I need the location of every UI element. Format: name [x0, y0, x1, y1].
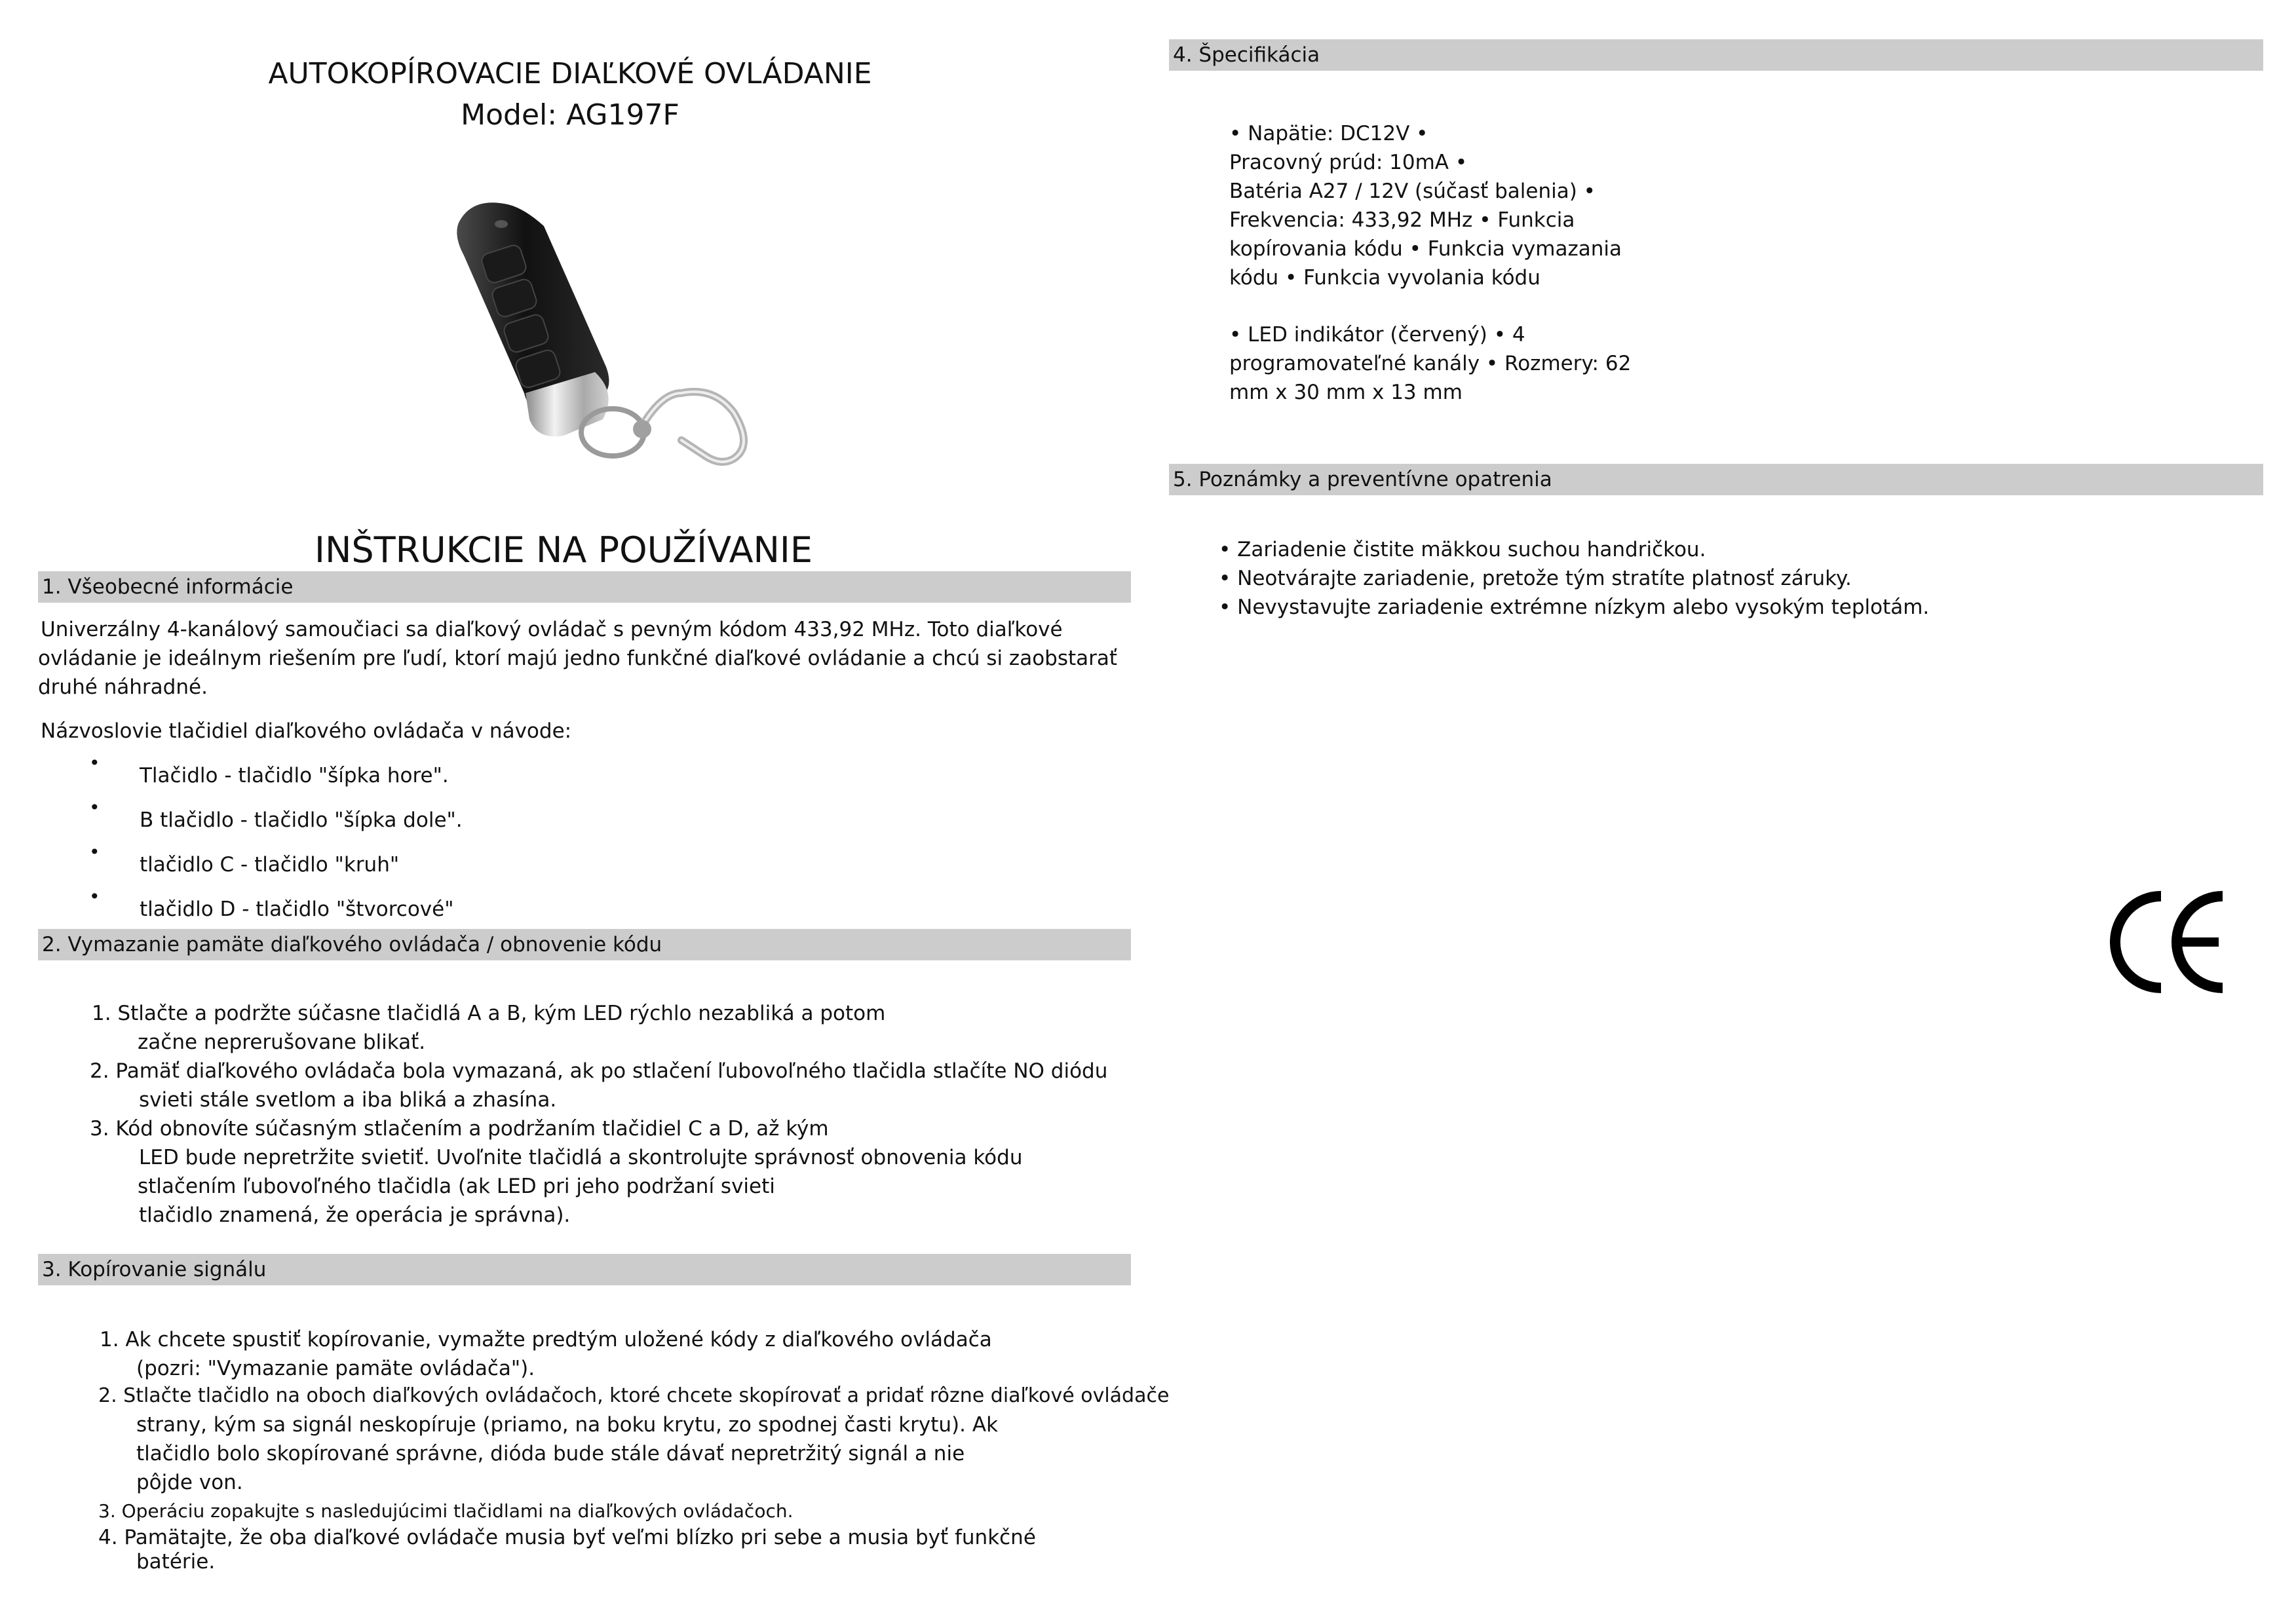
- general-paragraph-line: ovládanie je ideálnym riešením pre ľudí, ktorí majú jedno funkčné diaľkové ovládanie a chcú si zaobstarať: [38, 647, 1118, 670]
- memory-reset-line: LED bude nepretržite svietiť. Uvoľnite tlačidlá a skontrolujte správnosť obnovenia kódu: [139, 1146, 1023, 1169]
- spec-line: Batéria A27 / 12V (súčasť balenia) •: [1229, 179, 1596, 203]
- spec-line: programovateľné kanály • Rozmery: 62: [1229, 352, 1632, 375]
- memory-reset-line: svieti stále svetlom a iba bliká a zhasína.: [139, 1088, 557, 1112]
- copy-signal-line: 4. Pamätajte, že oba diaľkové ovládače musia byť veľmi blízko pri sebe a musia byť funkčné: [98, 1526, 1036, 1549]
- memory-reset-line: 1. Stlačte a podržte súčasne tlačidlá A a B, kým LED rýchlo nezabliká a potom: [92, 1002, 886, 1025]
- remote-control-image: [446, 197, 786, 472]
- ce-mark-icon: [2110, 890, 2228, 994]
- copy-signal-line: 1. Ak chcete spustiť kopírovanie, vymažte predtým uložené kódy z diaľkového ovládača: [100, 1328, 992, 1351]
- bullet-icon: •: [89, 841, 100, 863]
- spec-line: • LED indikátor (červený) • 4: [1229, 323, 1525, 347]
- spec-line: • Napätie: DC12V •: [1229, 122, 1428, 145]
- note-item: • Neotvárajte zariadenie, pretože tým stratíte platnosť záruky.: [1219, 567, 1852, 590]
- copy-signal-line: tlačidlo bolo skopírované správne, dióda bude stále dávať nepretržitý signál a nie: [136, 1442, 965, 1465]
- bullet-icon: •: [89, 797, 100, 818]
- copy-signal-line: batérie.: [136, 1550, 216, 1574]
- spec-line: mm x 30 mm x 13 mm: [1229, 381, 1463, 404]
- bullet-icon: •: [89, 752, 100, 774]
- spec-line: Pracovný prúd: 10mA •: [1229, 151, 1468, 174]
- copy-signal-line: 3. Operáciu zopakujte s nasledujúcimi tlačidlami na diaľkových ovládačoch.: [98, 1500, 794, 1522]
- section-heading-general: 1. Všeobecné informácie: [38, 571, 1131, 603]
- note-item: • Nevystavujte zariadenie extrémne nízkym alebo vysokým teplotám.: [1219, 595, 1930, 619]
- memory-reset-line: začne neprerušovane blikať.: [138, 1030, 426, 1054]
- memory-reset-line: 3. Kód obnovíte súčasným stlačením a podržaním tlačidiel C a D, až kým: [90, 1117, 829, 1141]
- button-list-item: B tlačidlo - tlačidlo "šípka dole".: [140, 808, 463, 832]
- copy-signal-line: pôjde von.: [136, 1471, 243, 1494]
- copy-signal-line: 2. Stlačte tlačidlo na oboch diaľkových ovládačoch, ktoré chcete skopírovať a pridať rôzne diaľkové ovládače: [98, 1384, 1170, 1407]
- document-title: AUTOKOPÍROVACIE DIAĽKOVÉ OVLÁDANIE: [268, 57, 872, 90]
- button-list-item: Tlačidlo - tlačidlo "šípka hore".: [140, 764, 449, 787]
- general-paragraph-line: Univerzálny 4-kanálový samoučiaci sa diaľkový ovládač s pevným kódom 433,92 MHz. Toto diaľkové: [41, 618, 1063, 641]
- section-heading-specification: 4. Špecifikácia: [1169, 39, 2263, 71]
- note-item: • Zariadenie čistite mäkkou suchou handričkou.: [1219, 538, 1706, 561]
- memory-reset-line: stlačením ľubovoľného tlačidla (ak LED pri jeho podržaní svieti: [138, 1175, 775, 1198]
- copy-signal-line: (pozri: "Vymazanie pamäte ovládača").: [136, 1357, 535, 1380]
- spec-line: Frekvencia: 433,92 MHz • Funkcia: [1229, 208, 1575, 232]
- bullet-icon: •: [89, 886, 100, 907]
- button-list-item: tlačidlo C - tlačidlo "kruh": [140, 853, 400, 877]
- general-paragraph-line: druhé náhradné.: [38, 675, 208, 699]
- section-heading-notes: 5. Poznámky a preventívne opatrenia: [1169, 464, 2263, 495]
- spec-line: kódu • Funkcia vyvolania kódu: [1229, 266, 1540, 290]
- section-heading-copy-signal: 3. Kopírovanie signálu: [38, 1254, 1131, 1285]
- nomenclature-label: Názvoslovie tlačidiel diaľkového ovládača v návode:: [41, 719, 572, 743]
- memory-reset-line: 2. Pamäť diaľkového ovládača bola vymazaná, ak po stlačení ľubovoľného tlačidla stlačíte NO diódu: [90, 1059, 1108, 1083]
- spec-line: kopírovania kódu • Funkcia vymazania: [1229, 237, 1622, 261]
- memory-reset-line: tlačidlo znamená, že operácia je správna).: [139, 1203, 571, 1227]
- section-heading-memory-reset: 2. Vymazanie pamäte diaľkového ovládača / obnovenie kódu: [38, 929, 1131, 960]
- copy-signal-line: strany, kým sa signál neskopíruje (priamo, na boku krytu, zo spodnej časti krytu). Ak: [136, 1413, 999, 1437]
- model-number: Model: AG197F: [461, 98, 679, 132]
- button-list-item: tlačidlo D - tlačidlo "štvorcové": [140, 897, 454, 921]
- instructions-heading: INŠTRUKCIE NA POUŽÍVANIE: [315, 529, 813, 571]
